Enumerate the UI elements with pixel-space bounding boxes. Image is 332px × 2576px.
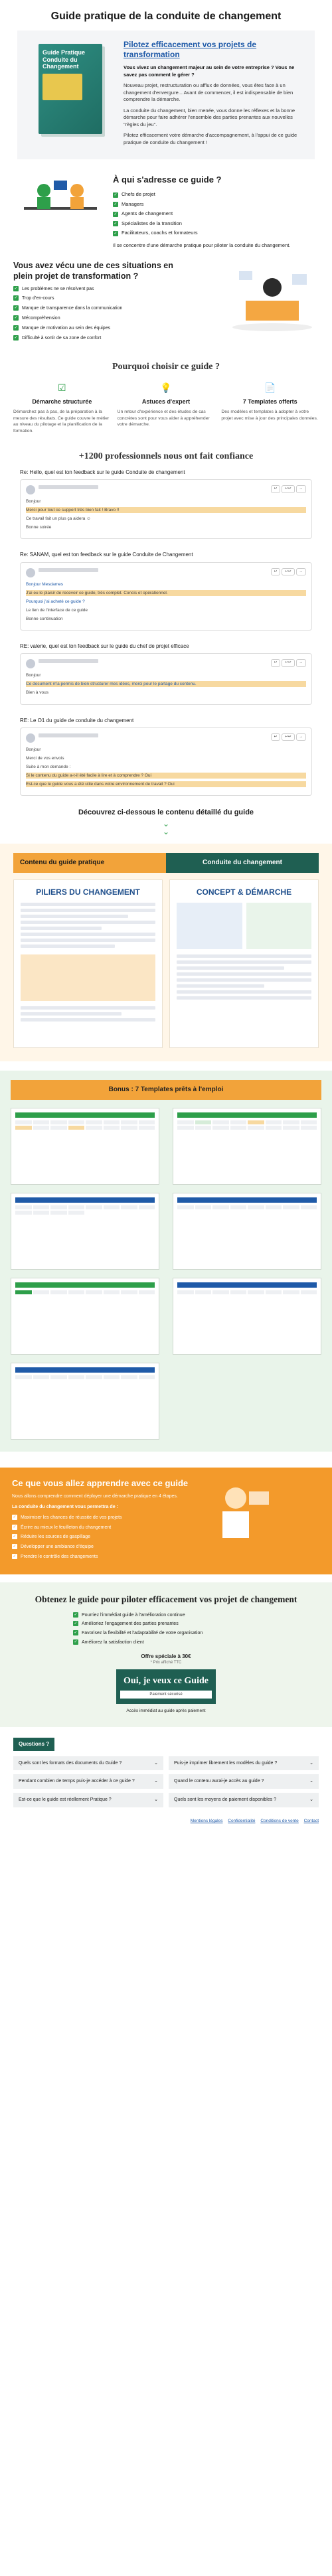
hero-text-2: Nouveau projet, restructuration ou afflux de données, vous êtes face à un changement d'envergure... Avant de commencer, il est indispensable de bien comprendre la démarche.: [124, 82, 293, 103]
buy-guide-button[interactable]: Oui, je veux ce Guide Paiement sécurisé: [116, 1669, 216, 1704]
content-preview: [0, 844, 332, 1061]
testimonials-title: +1200 professionnels nous ont fait confiance: [78, 451, 254, 462]
check-icon: ✓: [14, 335, 18, 340]
list-item: ✓ Facilitateurs, coachs et formateurs: [114, 230, 198, 236]
check-icon: ✓: [14, 316, 18, 320]
template-preview: [173, 1278, 321, 1355]
avatar: [26, 733, 35, 743]
list-item: ✓ Les problèmes ne se résolvent pas: [14, 286, 94, 291]
feedback-card: Re: Hello, quel est ton feedback sur le guide Conduite de changement ↩ ↩↩ → Bonjour Merci pour tout ce support très bien fait ! Bravo !! Ce travail fait un plus ça aidera ☺ Bonne soirée: [20, 469, 312, 540]
list-item: ✓ Amélioriez l'engagement des parties prenantes: [74, 1622, 179, 1627]
faq-item[interactable]: Pendant combien de temps puis-je accéder à ce guide ? ⌄: [13, 1774, 163, 1789]
check-icon: ✓: [14, 325, 18, 330]
template-preview: [11, 1363, 159, 1440]
faq-item[interactable]: Est-ce que le guide est réellement Pratique ? ⌄: [13, 1793, 163, 1807]
chevron-down-icon: ⌄: [154, 1760, 158, 1766]
list-item: ✓ Réduire les sources de gaspillage: [13, 1535, 91, 1540]
check-icon: ✓: [114, 192, 118, 197]
tab-change-management[interactable]: Conduite du changement: [166, 853, 319, 873]
stressed-person-illustration: [226, 261, 319, 334]
why-col-expert: 💡 Astuces d'expert Un retour d'expérience et des études de cas concrètes sont pour vous aider à appréhender votre démarche.: [118, 382, 215, 434]
list-item: ✓ Manque de motivation au sein des équipes: [14, 325, 111, 331]
list-item: ✓ Maximiser les chances de réussite de vos projets: [13, 1515, 122, 1520]
reply-button[interactable]: ↩: [271, 733, 281, 741]
celebration-illustration: [196, 1478, 276, 1545]
feedback-subject: Re: SANAM, quel est ton feedback sur le guide Conduite de Changement: [20, 552, 193, 558]
list-item: ✓ Développer une ambiance d'équipe: [13, 1545, 94, 1550]
audience-note: Il se concentre d'une démarche pratique pour piloter la conduite du changement.: [113, 242, 291, 248]
secure-payment-label: Paiement sécurisé: [120, 1691, 212, 1699]
list-item: ✓ Mécompréhension: [14, 316, 60, 321]
reply-all-button[interactable]: ↩↩: [282, 568, 294, 576]
forward-button[interactable]: →: [296, 568, 307, 576]
hero-text-4: Pilotez efficacement votre démarche d'accompagnement, à l'appui de ce guide pratique de conduite du changement !: [124, 132, 297, 145]
footer-link[interactable]: Conditions de vente: [260, 1819, 299, 1824]
guide-cover-image: [27, 40, 114, 139]
tab-guide-content[interactable]: Contenu du guide pratique: [13, 853, 166, 873]
list-item: ✓ Chefs de projet: [114, 191, 155, 198]
check-icon: ✓: [13, 1554, 17, 1558]
audience-section: [17, 174, 315, 249]
faq-section: [13, 1738, 319, 1807]
forward-button[interactable]: →: [296, 659, 307, 667]
situations-list: [13, 286, 186, 342]
check-icon: ✓: [14, 306, 18, 311]
list-item: ✓ Agents de changement: [114, 210, 173, 217]
why-col-structure: ☑ Démarche structurée Démarchez pas à pas, de la préparation à la mesure des résultats. Ce guide couvre le métier au niveau du pilotage et la planification de la formation.: [13, 382, 111, 434]
reply-all-button[interactable]: ↩↩: [282, 733, 294, 741]
reply-button[interactable]: ↩: [271, 568, 281, 576]
feedback-subject: RE: Le O1 du guide de conduite du changement: [20, 717, 134, 723]
team-illustration: [17, 174, 104, 234]
lightbulb-icon: 💡: [160, 382, 172, 393]
template-preview: [11, 1108, 159, 1185]
preview-page-concept: CONCEPT & DÉMARCHE: [169, 879, 319, 1048]
why-title: Pourquoi choisir ce guide ?: [112, 362, 220, 372]
avatar: [26, 568, 35, 577]
check-icon: ✓: [13, 1535, 17, 1539]
faq-item[interactable]: Puis-je imprimer librement les modèles du guide ? ⌄: [169, 1756, 319, 1771]
forward-button[interactable]: →: [296, 733, 307, 741]
reply-button[interactable]: ↩: [271, 659, 281, 667]
chevron-down-icon: ⌄: [309, 1760, 313, 1766]
list-item: ✓ Prendre le contrôle des changements: [13, 1554, 98, 1559]
chevron-down-icon: ⌄ ⌄: [162, 818, 170, 836]
page-title: Guide pratique de la conduite de changement: [50, 11, 282, 22]
offer-price: Offre spéciale à 30€: [141, 1653, 191, 1659]
check-icon: ✓: [14, 296, 18, 301]
hero-text-1: Vous vivez un changement majeur au sein de votre entreprise ? Vous ne savez pas comment le gérer ?: [124, 64, 295, 78]
chevron-down-icon: ⌄: [309, 1779, 313, 1784]
feedback-card: Re: SANAM, quel est ton feedback sur le guide Conduite de Changement ↩ ↩↩ → Bonjour Mesdames J'ai eu le plaisir de recevoir ce guide, très complet. Concis et opérationnel. Pourquoi j'ai acheté ce guide ? Le lien de l'interface de ce guide Bonne continuation: [20, 551, 312, 631]
access-note: Accès immédiat au guide après paiement: [126, 1708, 206, 1714]
feedback-card: RE: Le O1 du guide de conduite du changement ↩ ↩↩ → Bonjour Merci de vos envois Suite à mon demande : Si le contenu du guide a-t-il été facile à lire et à comprendre ? Oui Est-ce que le guide vous a été utile dans votre environnement de travail ? Oui: [20, 717, 312, 796]
faq-item[interactable]: Quels sont les formats des documents du Guide ? ⌄: [13, 1756, 163, 1771]
offer-note: * Prix affiché TTC: [150, 1660, 182, 1665]
check-icon: ✓: [13, 1545, 17, 1549]
footer-link[interactable]: Confidentialité: [228, 1819, 256, 1824]
cta-section: [0, 1582, 332, 1728]
bonus-section: [0, 1071, 332, 1452]
hero-section: [17, 31, 315, 159]
list-item: ✓ Améliorez la satisfaction client: [74, 1640, 144, 1645]
template-preview: [11, 1193, 159, 1270]
chevron-down-icon: ⌄: [309, 1797, 313, 1803]
template-preview: [11, 1278, 159, 1355]
check-icon: ✓: [74, 1631, 78, 1635]
footer-link[interactable]: Contact: [303, 1819, 319, 1824]
list-item: ✓ Difficulté à sortir de sa zone de confort: [14, 335, 102, 341]
bonus-title: Bonus : 7 Templates prêts à l'emploi: [11, 1080, 321, 1100]
reply-all-button[interactable]: ↩↩: [282, 659, 294, 667]
preview-page-pillars: PILIERS DU CHANGEMENT: [13, 879, 163, 1048]
situations-title: Vous avez vécu une de ces situations en plein projet de transformation ?: [13, 261, 173, 281]
chevron-down-icon: ⌄: [154, 1797, 158, 1803]
hero-heading: Pilotez efficacement vos projets de transformation: [124, 40, 257, 59]
feedback-card: RE: valerie, quel est ton feedback sur le guide du chef de projet efficace ↩ ↩↩ → Bonjour Ce document m'a permis de bien structurer mes idées, merci pour le partage du contenu. Bien à vous: [20, 643, 312, 704]
list-item: ✓ Managers: [114, 200, 144, 207]
reply-all-button[interactable]: ↩↩: [282, 485, 294, 493]
footer: [13, 1818, 319, 1824]
chevron-down-icon: ⌄: [154, 1779, 158, 1784]
check-icon: ✓: [13, 1515, 17, 1519]
feedback-subject: RE: valerie, quel est ton feedback sur le guide du chef de projet efficace: [20, 643, 189, 650]
why-columns: [13, 382, 319, 434]
reply-button[interactable]: ↩: [271, 485, 281, 493]
check-icon: ✓: [74, 1622, 78, 1626]
avatar: [26, 659, 35, 668]
list-item: ✓ Trop d'en-cours: [14, 296, 54, 301]
learn-title: Ce que vous allez apprendre avec ce guide: [12, 1477, 189, 1488]
list-item: ✓ Manque de transparence dans la communication: [14, 306, 123, 311]
footer-link[interactable]: Mentions légales: [190, 1819, 223, 1824]
faq-title: Questions ?: [13, 1738, 54, 1750]
situations-section: [13, 261, 319, 344]
learn-section: Ce que vous allez apprendre avec ce guide Nous allons comprendre comment déployer une démarche pratique en 4 étapes. La conduite du changement vous permettra de : ✓ Maximiser les chances de réussite de vos projets ✓ Écrire au mieux le feuilleton du changement ✓ Réduire les sources de gaspillage ✓ Développer une ambiance d'équipe ✓ Prendre le contrôle des changements: [0, 1468, 332, 1574]
check-icon: ✓: [114, 212, 118, 216]
detail-title: Découvrez ci-dessous le contenu détaillé du guide: [78, 808, 254, 817]
checklist-icon: ☑: [58, 382, 66, 393]
check-icon: ✓: [74, 1640, 78, 1644]
check-icon: ✓: [14, 286, 18, 291]
list-item: ✓ Favorisez la flexibilité et l'adaptabilité de votre organisation: [74, 1631, 203, 1636]
check-icon: ✓: [114, 202, 118, 207]
template-preview: [173, 1108, 321, 1185]
faq-item[interactable]: Quand le contenu aurai-je accès au guide ? ⌄: [169, 1774, 319, 1789]
check-icon: ✓: [13, 1525, 17, 1529]
avatar: [26, 485, 35, 494]
template-preview: [173, 1193, 321, 1270]
audience-list: [113, 191, 290, 237]
check-icon: ✓: [114, 231, 118, 236]
audience-title: À qui s'adresse ce guide ?: [113, 175, 222, 185]
hero-text-3: La conduite du changement, bien menée, vous donne les réflexes et la bonne démarche pour faire adhérer l'ensemble des parties prenantes aux nouvelles "règles du jeu".: [124, 107, 295, 127]
check-icon: ✓: [74, 1612, 78, 1617]
document-icon: 📄: [264, 382, 276, 393]
why-col-templates: 📄 7 Templates offerts Des modèles et templates à adopter à votre projet avec mise à jour des principales données.: [221, 382, 318, 421]
feedback-subject: Re: Hello, quel est ton feedback sur le guide Conduite de changement: [20, 469, 185, 475]
book-title: Guide Pratique Conduite du Changement: [42, 49, 86, 70]
check-icon: ✓: [114, 222, 118, 226]
list-item: ✓ Pourriez l'immédiat guide à l'amélioration continue: [74, 1612, 185, 1618]
list-item: ✓ Écrire au mieux le feuilleton du changement: [13, 1525, 112, 1530]
list-item: ✓ Spécialistes de la transition: [114, 220, 182, 226]
forward-button[interactable]: →: [296, 485, 307, 493]
faq-item[interactable]: Quels sont les moyens de paiement disponibles ? ⌄: [169, 1793, 319, 1807]
cta-title: Obtenez le guide pour piloter efficacement vos projet de changement: [35, 1594, 297, 1604]
